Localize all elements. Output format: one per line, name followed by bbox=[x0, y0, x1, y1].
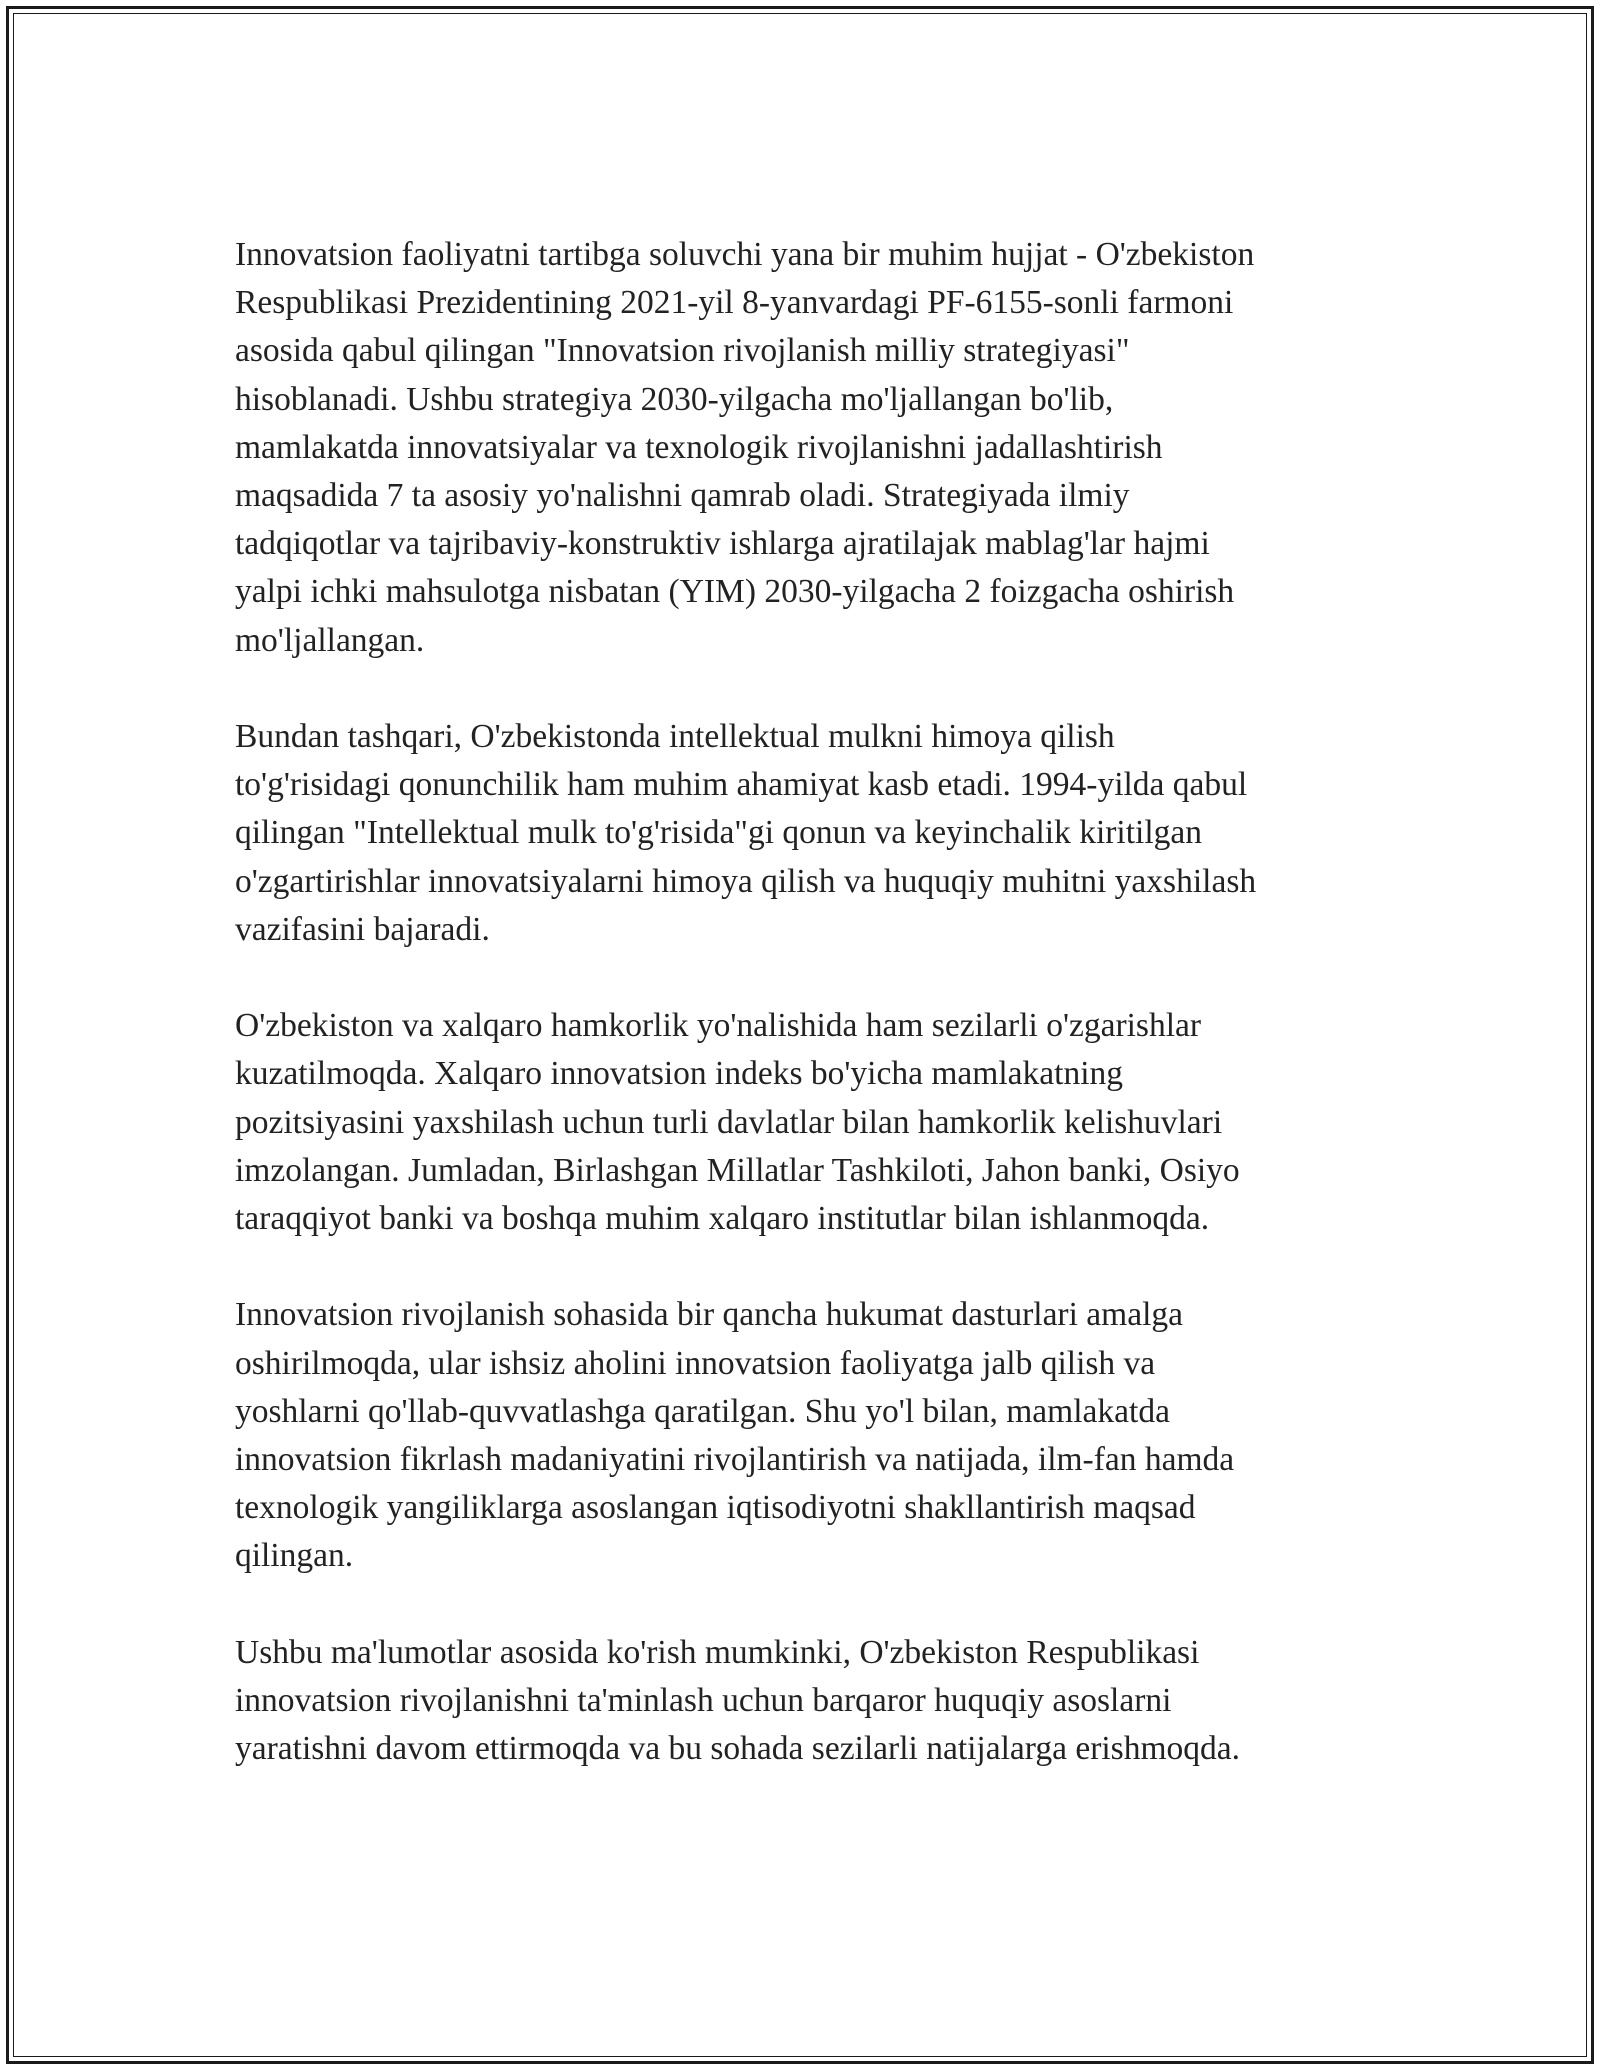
paragraph-international-cooperation: O'zbekiston va xalqaro hamkorlik yo'nalishida ham sezilarli o'zgarishlar kuzatilmoqda. Xalqaro innovatsion indeks bo'yicha mamlakatning pozitsiyasini yaxshilash uchun turli davlatlar bilan hamkorlik kelishuvlari imzolangan. Jumladan, Birlashgan Millatlar Tashkiloti, Jahon banki, Osiyo taraqqiyot banki va boshqa muhim xalqaro institutlar bilan ishlanmoqda. bbox=[235, 1007, 1240, 1238]
paragraph-conclusion: Ushbu ma'lumotlar asosida ko'rish mumkinki, O'zbekiston Respublikasi innovatsion rivojlanishni ta'minlash uchun barqaror huquqiy asoslarni yaratishni davom ettirmoqda va bu sohada sezilarli natijalarga erishmoqda. bbox=[235, 1633, 1240, 1768]
document-body bbox=[235, 231, 1375, 1773]
paragraph-intellectual-property-law: Bundan tashqari, O'zbekistonda intellektual mulkni himoya qilish to'g'risidagi qonunchilik ham muhim ahamiyat kasb etadi. 1994-yilda qabul qilingan "Intellektual mulk to'g'risida"gi qonun va keyinchalik kiritilgan o'zgartirishlar innovatsiyalarni himoya qilish va huquqiy muhitni yaxshilash vazifasini bajaradi. bbox=[235, 718, 1257, 948]
paragraph-national-innovation-strategy: Innovatsion faoliyatni tartibga soluvchi yana bir muhim hujjat - O'zbekiston Respublikasi Prezidentining 2021-yil 8-yanvardagi PF-6155-sonli farmoni asosida qabul qilingan "Innovatsion rivojlanish milliy strategiyasi" hisoblanadi. Ushbu strategiya 2030-yilgacha mo'ljallangan bo'lib, mamlakatda innovatsiyalar va texnologik rivojlanishni jadallashtirish maqsadida 7 ta asosiy yo'nalishni qamrab oladi. Strategiyada ilmiy tadqiqotlar va tajribaviy-konstruktiv ishlarga ajratilajak mablag'lar hajmi yalpi ichki mahsulotga nisbatan (YIM) 2030-yilgacha 2 foizgacha oshirish mo'ljallangan. bbox=[235, 236, 1255, 659]
paragraph-government-programs: Innovatsion rivojlanish sohasida bir qancha hukumat dasturlari amalga oshirilmoqda, ular ishsiz aholini innovatsion faoliyatga jalb qilish va yoshlarni qo'llab-quvvatlashga qaratilgan. Shu yo'l bilan, mamlakatda innovatsion fikrlash madaniyatini rivojlantirish va natijada, ilm-fan hamda texnologik yangiliklarga asoslangan iqtisodiyotni shakllantirish maqsad qilingan. bbox=[235, 1296, 1235, 1575]
